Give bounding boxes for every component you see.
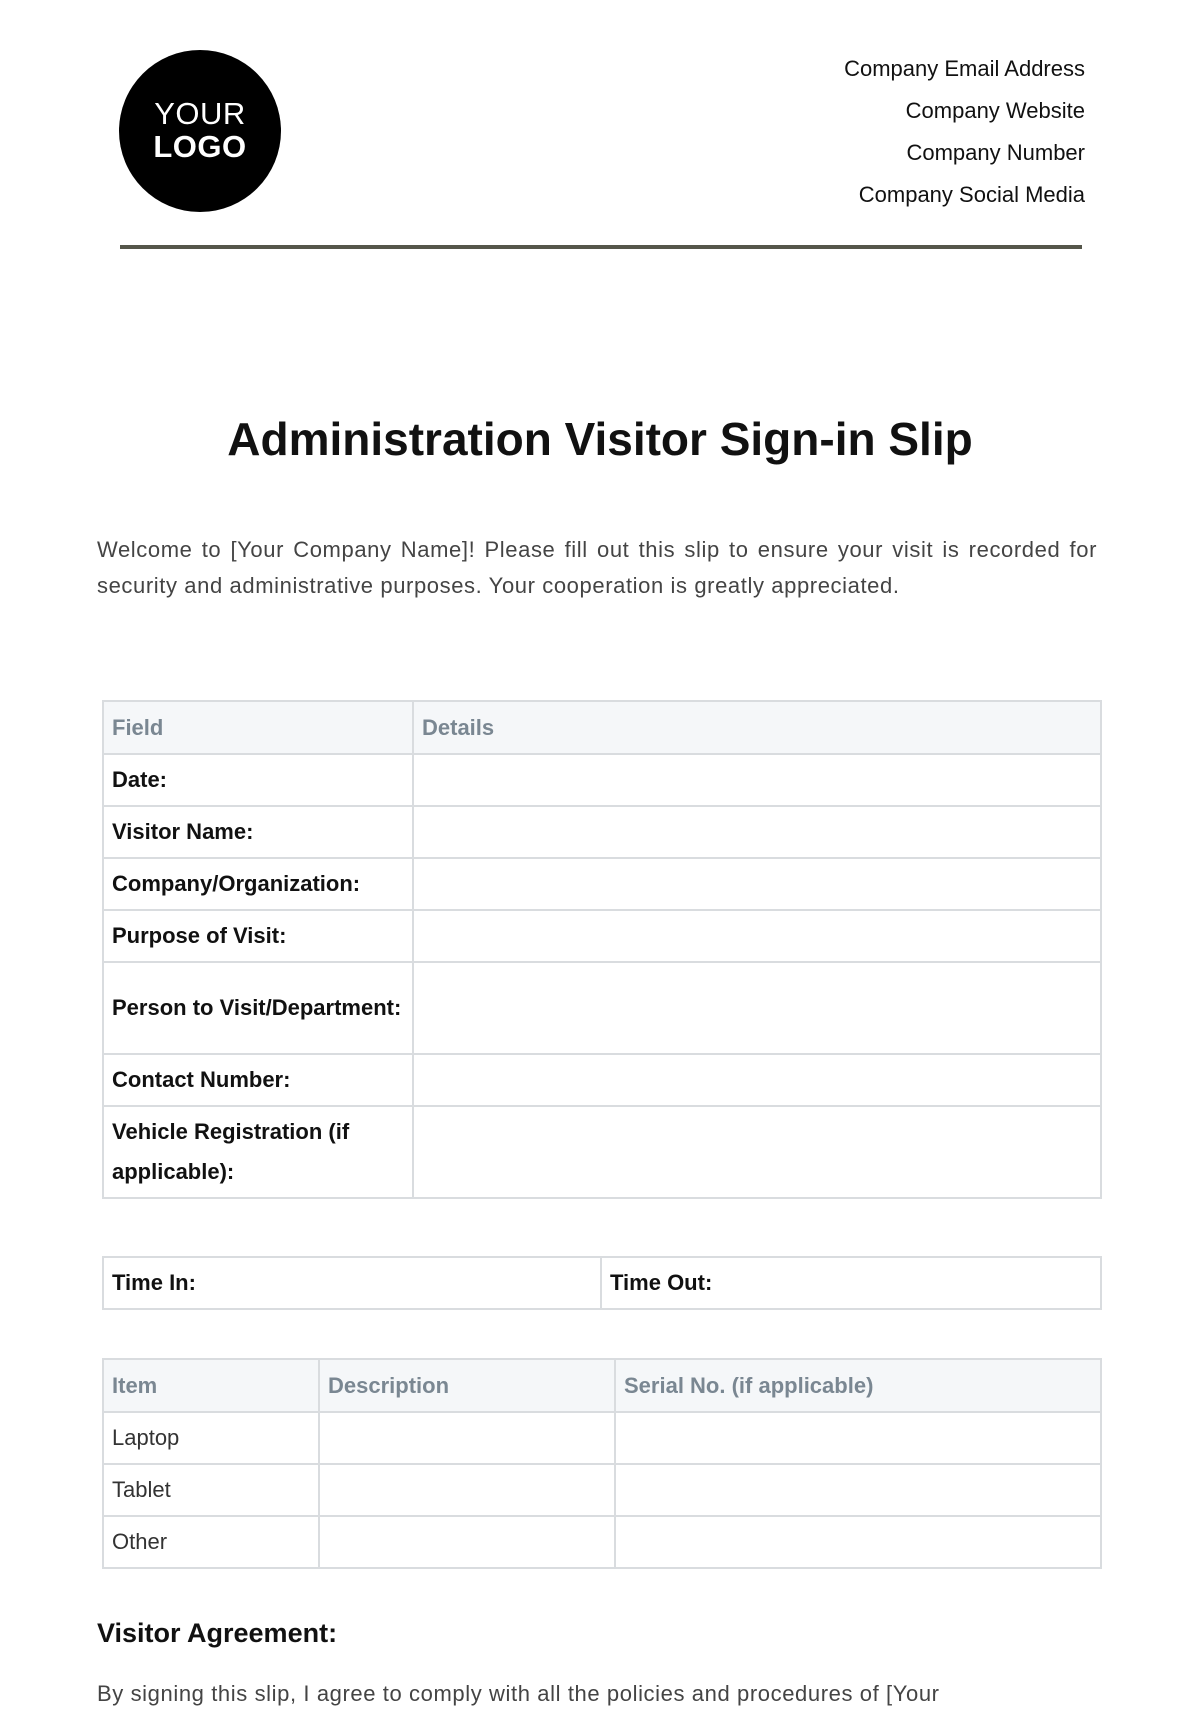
table-row: [103, 1106, 1101, 1198]
time-in-field[interactable]: Time In:: [103, 1257, 601, 1309]
table-row: [103, 910, 1101, 962]
header-divider: [120, 245, 1082, 249]
person-to-visit-label: Person to Visit/Department:: [103, 962, 413, 1054]
item-serial-field[interactable]: [615, 1412, 1101, 1464]
table-row: [103, 1054, 1101, 1106]
table-row: [103, 1516, 1101, 1568]
time-table: [102, 1256, 1102, 1310]
item-name: Laptop: [103, 1412, 319, 1464]
item-name: Other: [103, 1516, 319, 1568]
table-row: [103, 1464, 1101, 1516]
table-row: [103, 754, 1101, 806]
company-social-media: Company Social Media: [858, 182, 1085, 207]
table-header-row: [103, 1359, 1101, 1412]
purpose-of-visit-label: Purpose of Visit:: [103, 910, 413, 962]
item-description-field[interactable]: [319, 1464, 615, 1516]
visitor-name-label: Visitor Name:: [103, 806, 413, 858]
company-organization-label: Company/Organization:: [103, 858, 413, 910]
person-to-visit-field[interactable]: [413, 962, 1101, 1054]
table-row: [103, 1412, 1101, 1464]
table-row: [103, 1257, 1101, 1309]
date-label: Date:: [103, 754, 413, 806]
logo-line-2: LOGO: [153, 129, 247, 164]
item-name: Tablet: [103, 1464, 319, 1516]
company-number: Company Number: [906, 140, 1085, 165]
table-row: [103, 962, 1101, 1054]
details-column-header: Details: [413, 701, 1101, 754]
table-row: [103, 806, 1101, 858]
contact-number-field[interactable]: [413, 1054, 1101, 1106]
items-table: [102, 1358, 1102, 1569]
intro-paragraph: Welcome to [Your Company Name]! Please fill out this slip to ensure your visit is recorded for security and administrative purposes. Your cooperation is greatly appreciated.: [97, 537, 1097, 598]
contact-number-label: Contact Number:: [103, 1054, 413, 1106]
time-out-field[interactable]: Time Out:: [601, 1257, 1101, 1309]
vehicle-registration-field[interactable]: [413, 1106, 1101, 1198]
logo-line-1: YOUR: [154, 96, 246, 132]
item-description-field[interactable]: [319, 1412, 615, 1464]
visitor-name-field[interactable]: [413, 806, 1101, 858]
company-email: Company Email Address: [844, 56, 1085, 81]
table-row: [103, 858, 1101, 910]
date-field[interactable]: [413, 754, 1101, 806]
company-organization-field[interactable]: [413, 858, 1101, 910]
description-column-header: Description: [319, 1359, 615, 1412]
serial-column-header: Serial No. (if applicable): [615, 1359, 1101, 1412]
table-header-row: [103, 701, 1101, 754]
agreement-text: By signing this slip, I agree to comply with all the policies and procedures of [Your: [97, 1681, 940, 1706]
vehicle-registration-label: Vehicle Registration (if applicable):: [103, 1106, 413, 1198]
visitor-details-table: [102, 700, 1102, 1199]
page-title: Administration Visitor Sign-in Slip: [227, 413, 973, 465]
agreement-heading: Visitor Agreement:: [97, 1618, 338, 1648]
field-column-header: Field: [103, 701, 413, 754]
company-contact-block: [844, 52, 1085, 220]
item-serial-field[interactable]: [615, 1464, 1101, 1516]
item-serial-field[interactable]: [615, 1516, 1101, 1568]
item-column-header: Item: [103, 1359, 319, 1412]
company-logo: [119, 50, 281, 212]
company-website: Company Website: [905, 98, 1085, 123]
purpose-of-visit-field[interactable]: [413, 910, 1101, 962]
item-description-field[interactable]: [319, 1516, 615, 1568]
